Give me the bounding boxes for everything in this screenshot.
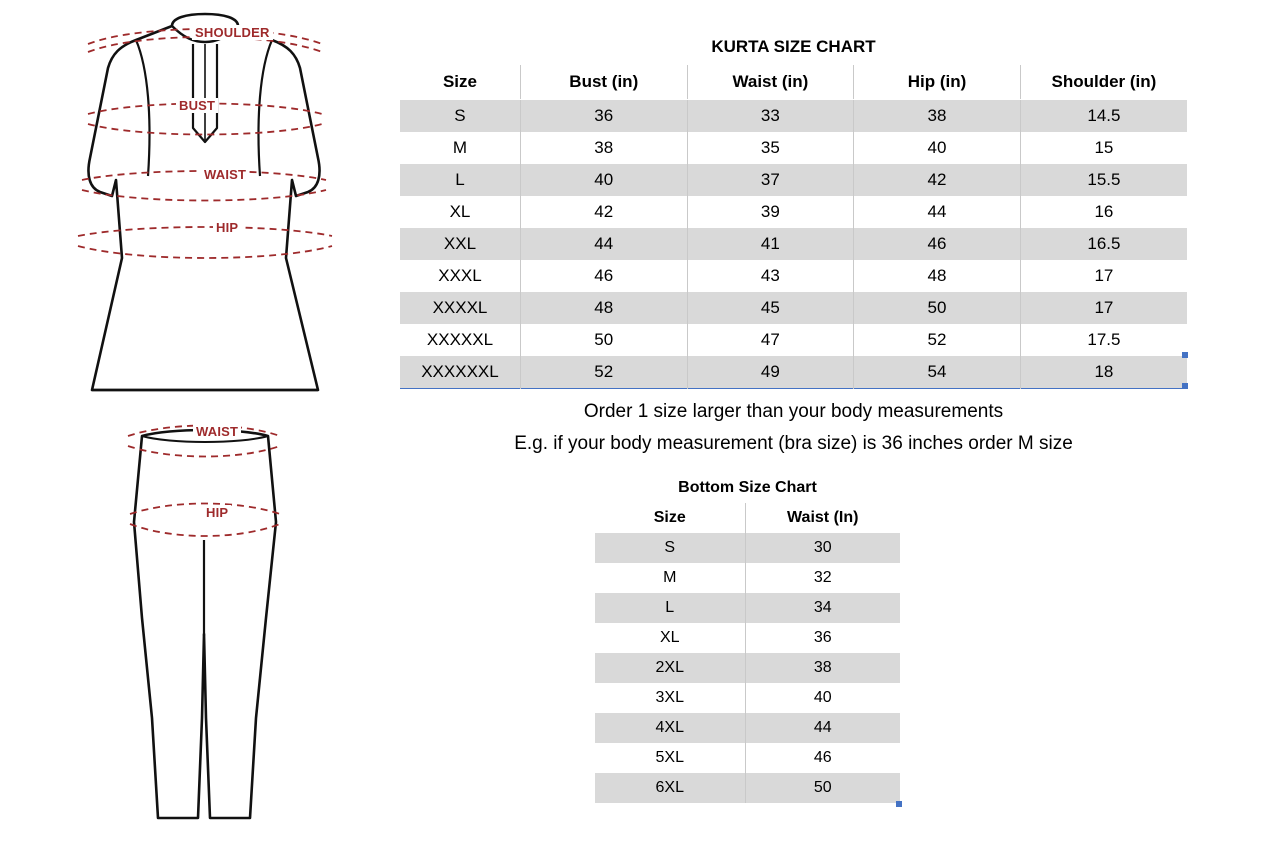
garment-illustrations bbox=[0, 0, 400, 854]
header-shoulder: Shoulder (in) bbox=[1020, 65, 1187, 100]
cell-size: 2XL bbox=[595, 653, 745, 683]
cell-bust: 46 bbox=[520, 260, 687, 292]
table-row bbox=[400, 196, 1187, 228]
kurta-illustration bbox=[60, 8, 350, 408]
table-title-row bbox=[400, 30, 1187, 65]
table-row bbox=[400, 324, 1187, 356]
cell-size: XL bbox=[595, 623, 745, 653]
cell-hip: 50 bbox=[854, 292, 1021, 324]
cell-waist: 33 bbox=[687, 100, 854, 133]
cell-shoulder: 16.5 bbox=[1020, 228, 1187, 260]
table-header-row bbox=[400, 65, 1187, 100]
cell-hip: 52 bbox=[854, 324, 1021, 356]
cell-hip: 38 bbox=[854, 100, 1021, 133]
label-waist: WAIST bbox=[201, 167, 249, 182]
label-bottom-waist: WAIST bbox=[193, 424, 241, 439]
cell-shoulder: 17 bbox=[1020, 292, 1187, 324]
cell-waist: 43 bbox=[687, 260, 854, 292]
table-row bbox=[595, 623, 900, 653]
cell-waist: 46 bbox=[745, 743, 900, 773]
kurta-size-table bbox=[400, 30, 1187, 389]
note-line-2: E.g. if your body measurement (bra size) is 36 inches order M size bbox=[514, 433, 1073, 454]
cell-waist: 45 bbox=[687, 292, 854, 324]
cell-hip: 42 bbox=[854, 164, 1021, 196]
cell-waist: 50 bbox=[745, 773, 900, 803]
bottom-header-row bbox=[595, 503, 900, 533]
cell-bust: 52 bbox=[520, 356, 687, 389]
cell-size: XXXL bbox=[400, 260, 520, 292]
table-row bbox=[400, 260, 1187, 292]
cell-waist: 35 bbox=[687, 132, 854, 164]
cell-waist: 32 bbox=[745, 563, 900, 593]
selection-handle-icon bbox=[1182, 352, 1188, 358]
table-row bbox=[400, 292, 1187, 324]
table-row bbox=[595, 713, 900, 743]
table-row bbox=[400, 356, 1187, 389]
cell-shoulder: 17.5 bbox=[1020, 324, 1187, 356]
bottom-title-row bbox=[595, 473, 900, 503]
cell-size: XXXXL bbox=[400, 292, 520, 324]
cell-waist: 44 bbox=[745, 713, 900, 743]
cell-bust: 50 bbox=[520, 324, 687, 356]
cell-hip: 46 bbox=[854, 228, 1021, 260]
cell-size: XXL bbox=[400, 228, 520, 260]
table-row bbox=[400, 164, 1187, 196]
table-row bbox=[400, 228, 1187, 260]
cell-shoulder: 14.5 bbox=[1020, 100, 1187, 133]
kurta-chart-title: KURTA SIZE CHART bbox=[400, 30, 1187, 65]
cell-bust: 42 bbox=[520, 196, 687, 228]
table-row bbox=[595, 563, 900, 593]
cell-waist: 37 bbox=[687, 164, 854, 196]
cell-waist: 47 bbox=[687, 324, 854, 356]
cell-waist: 38 bbox=[745, 653, 900, 683]
cell-size: 6XL bbox=[595, 773, 745, 803]
header-size: Size bbox=[400, 65, 520, 100]
cell-waist: 36 bbox=[745, 623, 900, 653]
cell-size: 3XL bbox=[595, 683, 745, 713]
cell-bust: 38 bbox=[520, 132, 687, 164]
cell-size: L bbox=[400, 164, 520, 196]
table-row bbox=[400, 100, 1187, 133]
table-row bbox=[400, 132, 1187, 164]
cell-waist: 49 bbox=[687, 356, 854, 389]
cell-size: XXXXXXL bbox=[400, 356, 520, 389]
selection-handle-icon bbox=[1182, 383, 1188, 389]
header-waist: Waist (In) bbox=[745, 503, 900, 533]
label-bottom-hip: HIP bbox=[203, 505, 231, 520]
table-row bbox=[595, 653, 900, 683]
cell-bust: 40 bbox=[520, 164, 687, 196]
table-row bbox=[595, 593, 900, 623]
cell-shoulder: 15 bbox=[1020, 132, 1187, 164]
label-bust: BUST bbox=[176, 98, 218, 113]
cell-waist: 39 bbox=[687, 196, 854, 228]
cell-bust: 48 bbox=[520, 292, 687, 324]
cell-size: M bbox=[400, 132, 520, 164]
cell-size: 4XL bbox=[595, 713, 745, 743]
note-line-1: Order 1 size larger than your body measurements bbox=[583, 401, 1004, 422]
bottom-illustration bbox=[80, 418, 330, 838]
cell-size: S bbox=[595, 533, 745, 563]
header-size: Size bbox=[595, 503, 745, 533]
header-bust: Bust (in) bbox=[520, 65, 687, 100]
cell-waist: 30 bbox=[745, 533, 900, 563]
bottom-size-table bbox=[595, 473, 900, 803]
header-hip: Hip (in) bbox=[854, 65, 1021, 100]
cell-shoulder: 16 bbox=[1020, 196, 1187, 228]
label-hip: HIP bbox=[213, 220, 241, 235]
table-row bbox=[595, 773, 900, 803]
cell-size: XXXXXL bbox=[400, 324, 520, 356]
header-waist: Waist (in) bbox=[687, 65, 854, 100]
cell-shoulder: 17 bbox=[1020, 260, 1187, 292]
cell-waist: 34 bbox=[745, 593, 900, 623]
cell-waist: 41 bbox=[687, 228, 854, 260]
cell-size: S bbox=[400, 100, 520, 133]
cell-size: M bbox=[595, 563, 745, 593]
cell-bust: 44 bbox=[520, 228, 687, 260]
bottom-size-chart bbox=[595, 473, 900, 803]
cell-waist: 40 bbox=[745, 683, 900, 713]
sizing-notes bbox=[400, 396, 1187, 460]
cell-size: 5XL bbox=[595, 743, 745, 773]
cell-hip: 40 bbox=[854, 132, 1021, 164]
bottom-chart-title: Bottom Size Chart bbox=[595, 473, 900, 503]
cell-hip: 54 bbox=[854, 356, 1021, 389]
table-row bbox=[595, 743, 900, 773]
cell-shoulder: 18 bbox=[1020, 356, 1187, 389]
selection-handle-icon bbox=[896, 801, 902, 807]
cell-size: L bbox=[595, 593, 745, 623]
kurta-size-chart bbox=[400, 30, 1187, 389]
table-row bbox=[595, 533, 900, 563]
cell-size: XL bbox=[400, 196, 520, 228]
label-shoulder: SHOULDER bbox=[192, 25, 273, 40]
cell-bust: 36 bbox=[520, 100, 687, 133]
cell-hip: 48 bbox=[854, 260, 1021, 292]
cell-hip: 44 bbox=[854, 196, 1021, 228]
table-row bbox=[595, 683, 900, 713]
cell-shoulder: 15.5 bbox=[1020, 164, 1187, 196]
